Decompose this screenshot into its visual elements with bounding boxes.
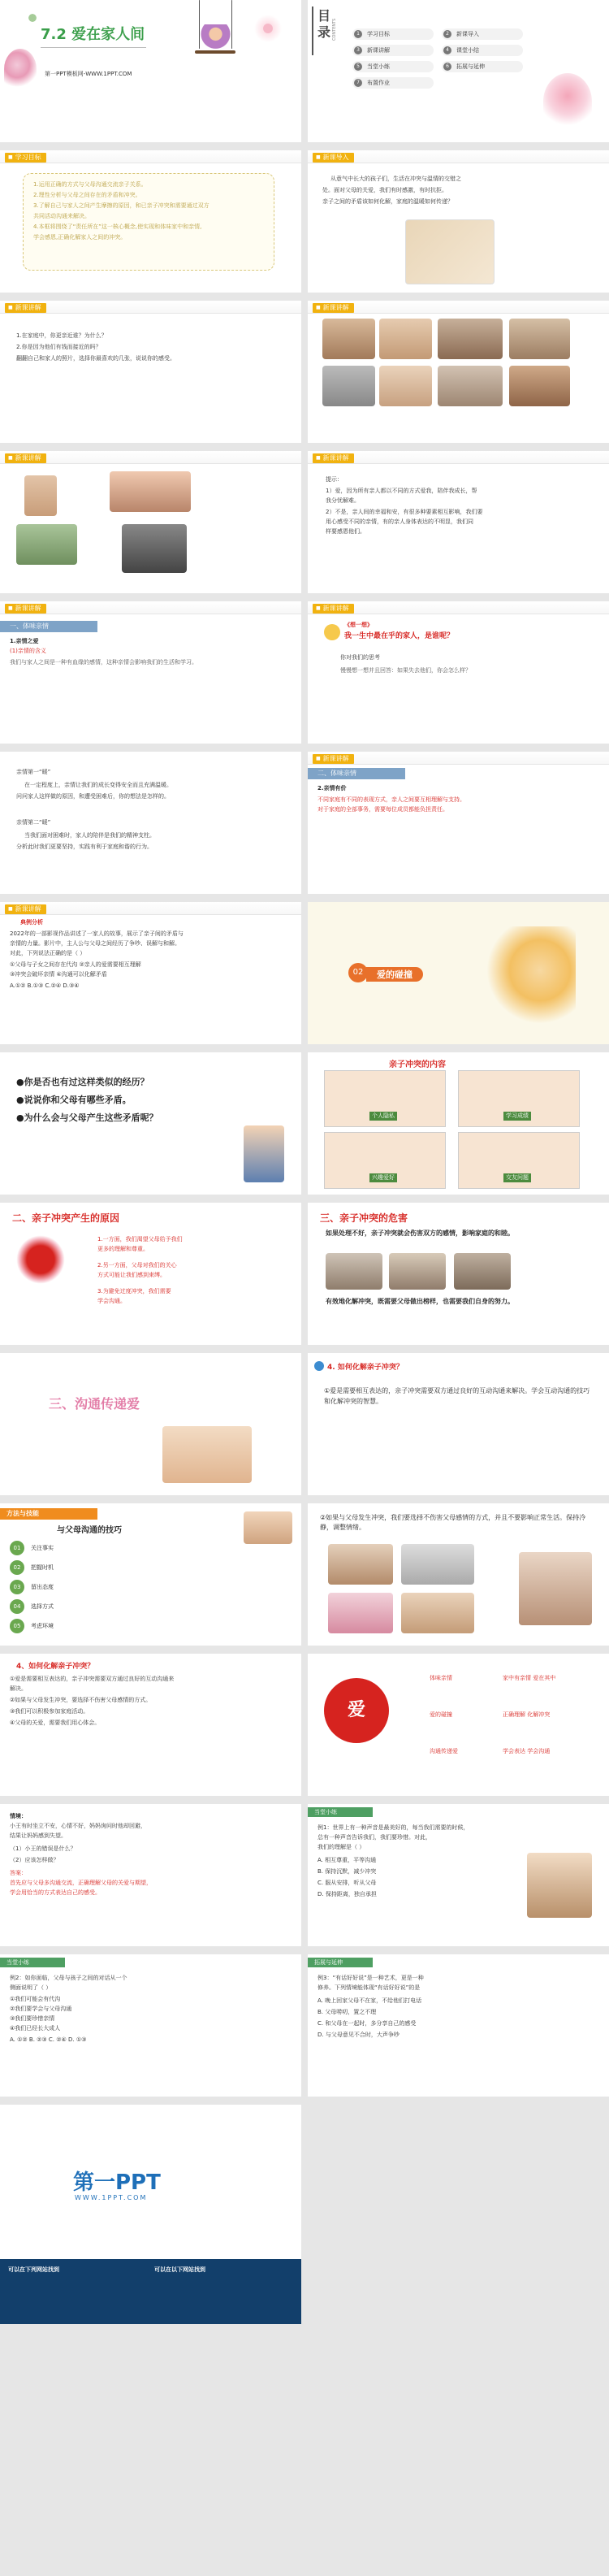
slide-case[interactable] (0, 902, 301, 1044)
photo (328, 1544, 393, 1585)
content-cell: 兴趣爱好 (324, 1132, 446, 1189)
slide-contents[interactable] (308, 0, 609, 142)
slide-intro[interactable] (308, 150, 609, 293)
practice-option[interactable]: A. 相互尊重，平等沟通 (317, 1857, 377, 1863)
summary-item: 正确理解 化解冲突 (503, 1711, 551, 1718)
family-cartoon (162, 1426, 252, 1483)
content-cell: 个人隐私 (324, 1070, 446, 1127)
question-line: ●说说你和父母有哪些矛盾。 (16, 1095, 132, 1105)
grandparent-photo (122, 524, 187, 573)
cause-line: 1.一方面，我们渴望父母给予我们 (97, 1236, 183, 1242)
practice-option[interactable]: B. 父母唠叨，置之不理 (317, 2009, 377, 2015)
objectives-box: 1.运用正确的方式与父母沟通交流亲子关系。 2.理性分析与父母之间存在的矛盾和冲突。 3.了解自己与家人之间产生摩擦的原因，和已亲子冲突和需要通过双方 共同活动沟通来解决。 4.本框将围绕了“责任所在”这一核心概念,使实现和体味家中和亲情, 学会感恩,正确化解家人之间的冲突。 (23, 173, 274, 271)
practice-option[interactable]: B. 保持沉默，减少冲突 (317, 1868, 377, 1875)
toc-item-1[interactable]: 1 学习目标 (352, 28, 434, 40)
practice-line: 例1：世界上有一种声音是最美好的，每当我们需要的时候， (317, 1824, 469, 1831)
body-line: 亲情第二“暖” (16, 819, 51, 826)
toc-item-4[interactable]: 4 课堂小结 (442, 45, 523, 56)
practice-head: 当堂小练 (314, 1809, 337, 1815)
content-cell: 交友问题 (458, 1132, 580, 1189)
slide-end[interactable] (0, 2105, 301, 2324)
practice-line: 修养。下列情境能体现“有话好好说”的是 (317, 1984, 421, 1991)
point-title: 1.亲情之爱 (10, 638, 39, 644)
slide-choose[interactable] (308, 1503, 609, 1646)
cause-line: 2.另一方面，父母对我们的关心 (97, 1262, 177, 1268)
case-options: A.①② B.①③ C.②④ D.③④ (10, 982, 80, 989)
practice-option[interactable]: A. 晚上回家父母不在家，不给他们打电话 (317, 1997, 422, 2004)
step-badge: 01 (10, 1541, 24, 1555)
kids-cartoon (244, 1125, 284, 1182)
think-hint: 慢慢想一想并且回答：如果失去他们，你会怎么样？ (340, 667, 471, 674)
slide-photos[interactable] (308, 301, 609, 443)
scenario-line: 小王有时坐立不安，心情不好，妈妈询问时他却回避， (10, 1823, 146, 1829)
question-line: 1.在家庭中，你更亲近谁？为什么？ (16, 332, 107, 339)
practice-line: 总有一种声音告诉我们，我们要珍惜。对此， (317, 1834, 431, 1841)
harms-line: 如果处理不好，亲子冲突就会伤害双方的感情，影响家庭的和睦。 (326, 1229, 514, 1237)
step-label: 留出态度 (31, 1584, 54, 1590)
practice-line: ①我们可能会有代沟 (10, 1996, 61, 2002)
case-heading: 典例分析 (20, 919, 43, 926)
scenario-line: 答案： (10, 1870, 27, 1876)
step-label: 把握时机 (31, 1564, 54, 1571)
intro-line: 处。面对父母的关爱，我们有时感激，有时抗拒。 (322, 187, 447, 193)
section-title: 爱的碰撞 (377, 969, 412, 980)
point-title: 2.亲情有价 (317, 785, 347, 791)
scenario-line: （2）应该怎样做？ (10, 1857, 59, 1863)
brand-site[interactable]: WWW.1PPT.COM (75, 2194, 148, 2201)
slide-hints[interactable] (308, 451, 609, 593)
photo (519, 1552, 592, 1625)
flower-icon (543, 73, 592, 130)
cause-line: 方式可能让我们感到束缚。 (97, 1272, 166, 1278)
intro-line: 亲子之间的矛盾该如何化解，家庭的温暖如何传递？ (322, 198, 453, 205)
point-line: 对于家庭的全部事务，需要每位成员都能负担责任。 (317, 806, 448, 813)
hint-line: 1）爱，因为所有亲人都以不同的方式爱我，陪伴我成长，帮 (326, 488, 477, 494)
harms-line: 有效地化解冲突，既需要父母做出榜样，也需要我们自身的努力。 (326, 1298, 514, 1305)
swing-seat-icon (195, 50, 235, 54)
practice-option[interactable]: C. 和父母在一起时，多分享自己的感受 (317, 2020, 417, 2027)
practice-line: 我们的理解是（ ） (317, 1844, 365, 1850)
summary-item: 家中有亲情 爱在其中 (503, 1675, 556, 1681)
section-tag: ■ 学习目标 (5, 153, 46, 163)
body-line: 问问家人这样做的原因，和遭受困难后，你的想法是怎样的。 (16, 793, 170, 800)
slide-practice-1[interactable] (308, 1804, 609, 1946)
photo (244, 1511, 292, 1544)
step-label: 考虑环境 (31, 1623, 54, 1629)
family-photo (438, 319, 503, 359)
contents-en: CONTENTS (332, 18, 337, 41)
cause-line: 3.为避免过度冲突，我们需要 (97, 1288, 171, 1295)
slide-skills[interactable] (0, 1503, 301, 1646)
question-line: 翻翻自己和家人的照片，选择你最喜欢的几张，说说你的感受。 (16, 355, 175, 362)
point-subtitle: (1)亲情的含义 (10, 648, 46, 654)
section-tag: ■ 新课讲解 (5, 904, 46, 914)
subheading: 二、体味亲情 (308, 768, 405, 779)
summary-item: 爱的碰撞 (430, 1711, 452, 1718)
slide-lesson-2[interactable] (0, 601, 301, 744)
family-cartoon-image (405, 219, 495, 284)
swing-child-icon (193, 24, 238, 52)
slide-think[interactable] (308, 601, 609, 744)
resolve-title: 4、如何化解亲子冲突？ (16, 1663, 95, 1671)
lightbulb-icon (314, 1361, 324, 1371)
scenario-line: 学会用恰当的方式表达自己的感受。 (10, 1889, 101, 1896)
case-line: ③冲突会破坏亲情 ④沟通可以化解矛盾 (10, 971, 107, 978)
body-line: 亲情第一“暖” (16, 769, 51, 775)
practice-option[interactable]: D. 与父母意见不合时，大声争吵 (317, 2032, 400, 2038)
hint-line: 我分忧解难。 (326, 497, 360, 504)
choose-body: ②如果与父母发生冲突，我们要选择不伤害父母感情的方式，并且不要影响正常生活。保持冷静，调整情绪。 (320, 1514, 586, 1531)
slide-title[interactable] (0, 0, 301, 142)
practice-option[interactable]: C. 服从安排，听从父母 (317, 1880, 377, 1886)
practice-head: 拓展与延伸 (314, 1959, 343, 1966)
outdoor-photo (16, 524, 77, 565)
question-line: ●你是否也有过这样类似的经历？ (16, 1077, 149, 1087)
toc-item-3[interactable]: 3 新课讲解 (352, 45, 434, 56)
practice-head: 当堂小练 (6, 1959, 29, 1966)
resolve-line: ②如果与父母发生冲突，要选择不伤害父母感情的方式。 (10, 1697, 152, 1703)
hint-line: 提示： (326, 476, 343, 483)
resolve-line: ①爱是需要相互表达的，亲子冲突需要双方通过良好的互动沟通来 (10, 1676, 175, 1682)
causes-title: 二、亲子冲突产生的原因 (12, 1212, 120, 1224)
question-line: 2.你是因为他们有钱而接近的吗？ (16, 344, 102, 350)
point-body: 我们与家人之间是一种有血缘的感情，这种亲情会影响我们的生活和学习。 (10, 659, 197, 666)
think-label: 《想一想》 (344, 622, 373, 628)
toc-item-7[interactable]: 7 布置作业 (352, 77, 434, 89)
body-line: 分析此时我们更要坚持，实践有利于家庭和谐的行为。 (16, 843, 153, 850)
section-tag: ■ 新课讲解 (313, 453, 354, 463)
slide-lesson-1[interactable] (0, 301, 301, 443)
slide-summary[interactable] (308, 1654, 609, 1796)
section-tag: ■ 新课讲解 (5, 453, 46, 463)
hint-line: 样要感恩他们。 (326, 528, 365, 535)
family-photo (379, 366, 432, 406)
slide-resolve-2[interactable] (0, 1654, 301, 1796)
content-cell: 学习成绩 (458, 1070, 580, 1127)
toc-item-2[interactable]: 2 新课导入 (442, 28, 523, 40)
subheading: 一、体味亲情 (0, 621, 97, 632)
summary-item: 体味亲情 (430, 1675, 452, 1681)
photo (401, 1593, 474, 1633)
step-badge: 05 (10, 1619, 24, 1633)
section-tag: ■ 新课讲解 (313, 303, 354, 313)
body-line: 在一定程度上，亲情让我们的成长变得安全而且充满温暖。 (24, 782, 172, 788)
flower-icon (4, 49, 37, 89)
sun-icon (486, 926, 576, 1024)
toc-item-6[interactable]: 6 拓展与延伸 (442, 61, 523, 72)
slide-value[interactable] (308, 752, 609, 894)
summary-item: 学会表达 学会沟通 (503, 1748, 551, 1754)
footer-col-title: 可以在以下网站找到 (154, 2266, 205, 2273)
summary-heart: 爱 (324, 1678, 389, 1743)
footer-col-title: 可以在下列网站找到 (8, 2266, 59, 2273)
plant-icon (24, 8, 41, 28)
family-photo (509, 319, 570, 359)
practice-option[interactable]: D. 保持距离，独自承担 (317, 1891, 377, 1897)
scenario-line: 首先应与父母多沟通交流，正确理解父母的关爱与期望， (10, 1880, 152, 1886)
photo (454, 1253, 511, 1290)
photo (326, 1253, 382, 1290)
site-text: 第一PPT模板网-WWW.1PPT.COM (45, 71, 132, 77)
family-photo (379, 319, 432, 359)
hint-line: 2）不是，亲人间的幸福和安，有很多种要素相互影响，我们要 (326, 509, 483, 515)
point-line: 不同家庭有不同的表现方式，亲人之间要互相理解与支持。 (317, 796, 465, 803)
resolve-line: 解决。 (10, 1685, 27, 1692)
photo (328, 1593, 393, 1633)
slide-resolve[interactable] (308, 1353, 609, 1495)
cartoon-image (527, 1853, 592, 1918)
family-photo (438, 366, 503, 406)
resolve-body: ①爱是需要相互表达的，亲子冲突需要双方通过良好的互动沟通来解决。学会互动沟通的技巧和化解冲突的智慧。 (324, 1387, 590, 1405)
slide-extend[interactable] (308, 1954, 609, 2097)
slide-scenario[interactable] (0, 1804, 301, 1946)
section-tag: ■ 新课导入 (313, 153, 354, 163)
slide-harms[interactable] (308, 1203, 609, 1345)
practice-line: ④我们已经长大成人 (10, 2025, 61, 2032)
case-line: 对此，下列说法正确的是（ ） (10, 950, 86, 956)
practice-line: 侧面说明了（ ） (10, 1984, 52, 1991)
flower-icon (252, 12, 284, 45)
step-label: 选择方式 (31, 1603, 54, 1610)
harms-title: 三、亲子冲突的危害 (320, 1212, 408, 1224)
section-tag: ■ 新课讲解 (313, 754, 354, 764)
scenario-line: 结果让妈妈感到失望。 (10, 1832, 67, 1839)
think-note: 你对我们的思考 (340, 654, 380, 661)
cause-line: 更多的理解和尊重。 (97, 1246, 149, 1252)
contents-title: 目录 (317, 8, 331, 40)
skills-title: 与父母沟通的技巧 (57, 1526, 122, 1535)
brand-logo: 第一PPT (73, 2171, 161, 2195)
slide-section-2[interactable] (308, 902, 609, 1044)
cause-line: 学会沟通。 (97, 1298, 126, 1304)
resolve-line: ③我们可以积极参加家庭活动。 (10, 1708, 89, 1715)
section-badge: 02 (348, 963, 368, 982)
family-photo (322, 319, 375, 359)
step-badge: 03 (10, 1580, 24, 1594)
case-line: ①父母与子女之间存在代沟 ②亲人的爱需要相互理解 (10, 961, 141, 968)
scenario-title: 情境： (10, 1813, 27, 1819)
skills-head: 方法与技能 (6, 1510, 39, 1517)
step-badge: 04 (10, 1599, 24, 1614)
footer-panel (0, 2259, 301, 2324)
resolve-title: 4. 如何化解亲子冲突？ (327, 1364, 404, 1372)
section-title: 三、沟通传递爱 (49, 1396, 140, 1412)
section-tag: ■ 新课讲解 (313, 604, 354, 614)
step-label: 关注事实 (31, 1545, 54, 1551)
slide-section-3[interactable] (0, 1353, 301, 1495)
slide-conflict-content[interactable] (308, 1052, 609, 1195)
case-line: 2022年的一部影视作品讲述了一家人的故事，展示了亲子间的矛盾与 (10, 930, 184, 937)
photo (389, 1253, 446, 1290)
step-badge: 02 (10, 1560, 24, 1575)
practice-line: ②我们要学会与父母沟通 (10, 2006, 72, 2012)
think-question: 我一生中最在乎的家人，是谁呢？ (344, 632, 455, 640)
section-tag: ■ 新课讲解 (5, 303, 46, 313)
slide-questions[interactable] (0, 1052, 301, 1195)
practice-options[interactable]: A. ①② B. ②③ C. ②④ D. ①③ (10, 2036, 87, 2043)
scenario-line: （1）小王的错误是什么？ (10, 1845, 76, 1852)
question-line: ●为什么会与父母产生这些矛盾呢？ (16, 1112, 158, 1123)
toc-item-5[interactable]: 5 当堂小练 (352, 61, 434, 72)
lightbulb-icon (324, 624, 340, 640)
summary-item: 沟通传递爱 (430, 1748, 458, 1754)
case-line: 亲情的力量。影片中，主人公与父母之间经历了争吵、误解与和解。 (10, 940, 180, 947)
slide-images[interactable] (0, 451, 301, 593)
slide-practice-2[interactable] (0, 1954, 301, 2097)
mother-photo (110, 471, 191, 512)
intro-line: 从意气中长大的孩子们，生活在冲突与温情的交错之 (330, 176, 461, 182)
resolve-line: ④父母的关爱，需要我们用心体会。 (10, 1720, 101, 1726)
family-photo (322, 366, 375, 406)
practice-line: 例2：如你面临，父母与孩子之间的对话从一个 (10, 1975, 127, 1981)
slide-warmth[interactable] (0, 752, 301, 894)
practice-line: ③我们要珍惜亲情 (10, 2015, 55, 2022)
child-photo (24, 475, 57, 516)
heart-icon (16, 1235, 65, 1284)
hint-line: 用心感受不同的亲情，有的亲人身体表达的不明显，我们同 (326, 518, 473, 525)
body-line: 当我们面对困难时，家人的陪伴是我们的精神支柱。 (24, 832, 155, 839)
slide-causes[interactable] (0, 1203, 301, 1345)
content-title: 亲子冲突的内容 (389, 1060, 446, 1069)
divider (41, 47, 146, 48)
family-photo (509, 366, 570, 406)
slide-title-text: 7.2 爱在家人间 (41, 26, 145, 43)
photo (401, 1544, 474, 1585)
section-tag: ■ 新课讲解 (5, 604, 46, 614)
practice-line: 例3：“有话好好说”是一种艺术，更是一种 (317, 1975, 424, 1981)
slide-objectives[interactable] (0, 150, 301, 293)
